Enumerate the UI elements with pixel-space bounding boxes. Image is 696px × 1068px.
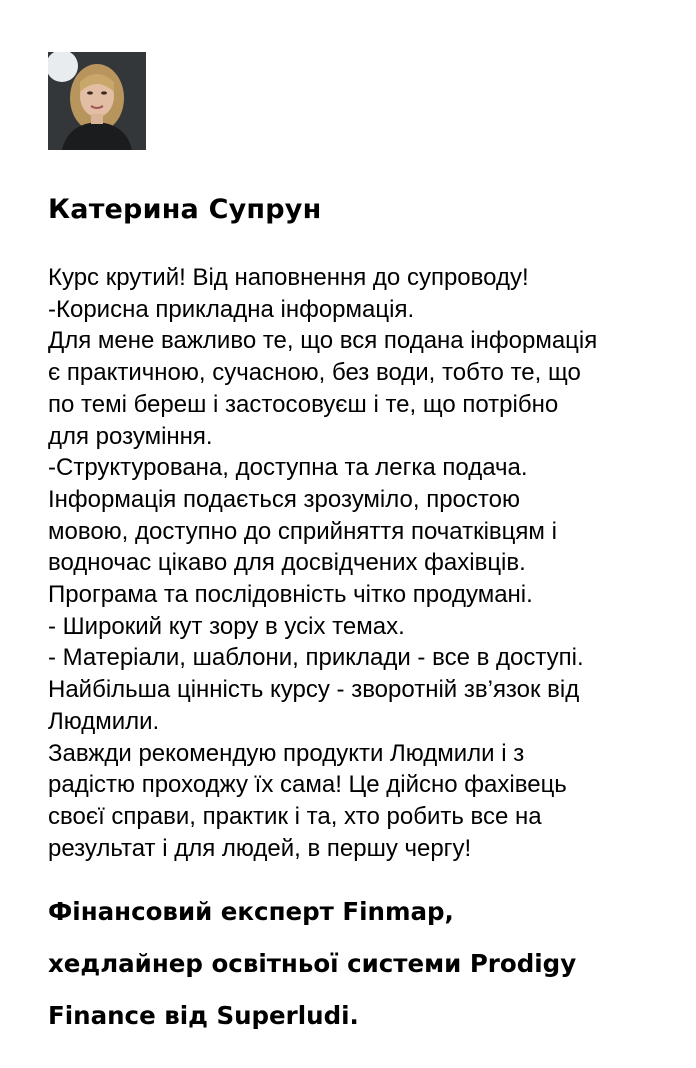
reviewer-name: Катерина Супрун (48, 194, 322, 225)
role-line: Finance від Superludi. (48, 1001, 359, 1031)
review-line: Людмили. (48, 707, 160, 735)
review-line: Програма та послідовність чітко продумані. (48, 581, 533, 609)
role-line: хедлайнер освітньої системи Prodigy (48, 949, 577, 979)
testimonial-card (48, 52, 668, 1042)
review-text (48, 262, 668, 864)
review-line: Курс крутий! Від наповнення до супроводу! (48, 264, 529, 291)
avatar (48, 52, 146, 150)
review-line: Завжди рекомендую продукти Людмили і з (48, 739, 525, 767)
review-line: Для мене важливо те, що вся подана інформація (48, 327, 598, 355)
review-line: -Структурована, доступна та легка подача. (48, 454, 528, 482)
review-line: є практичною, сучасною, без води, тобто те, що (48, 359, 581, 387)
review-line: Інформація подається зрозуміло, простою (48, 485, 520, 513)
review-line: по темі береш і застосовуєш і те, що потрібно (48, 390, 559, 418)
review-line: для розуміння. (48, 422, 213, 450)
review-line: - Широкий кут зору в усіх темах. (48, 612, 405, 640)
review-line: мовою, доступно до сприйняття початківцям і (48, 517, 557, 545)
review-line: - Матеріали, шаблони, приклади - все в доступі. (48, 644, 584, 672)
review-line: результат і для людей, в першу чергу! (48, 834, 472, 862)
review-line: своєї справи, практик і та, хто робить все на (48, 802, 542, 830)
review-line: -Корисна прикладна інформація. (48, 295, 415, 323)
review-line: Найбільша цінність курсу - зворотній зв’язок від (48, 676, 580, 704)
person-photo-icon (48, 52, 146, 150)
role-line: Фінансовий експерт Finmap, (48, 897, 454, 927)
review-line: водночас цікаво для досвідчених фахівців. (48, 549, 526, 577)
review-line: радістю проходжу їх сама! Це дійсно фахівець (48, 771, 567, 799)
reviewer-role (48, 886, 668, 1042)
